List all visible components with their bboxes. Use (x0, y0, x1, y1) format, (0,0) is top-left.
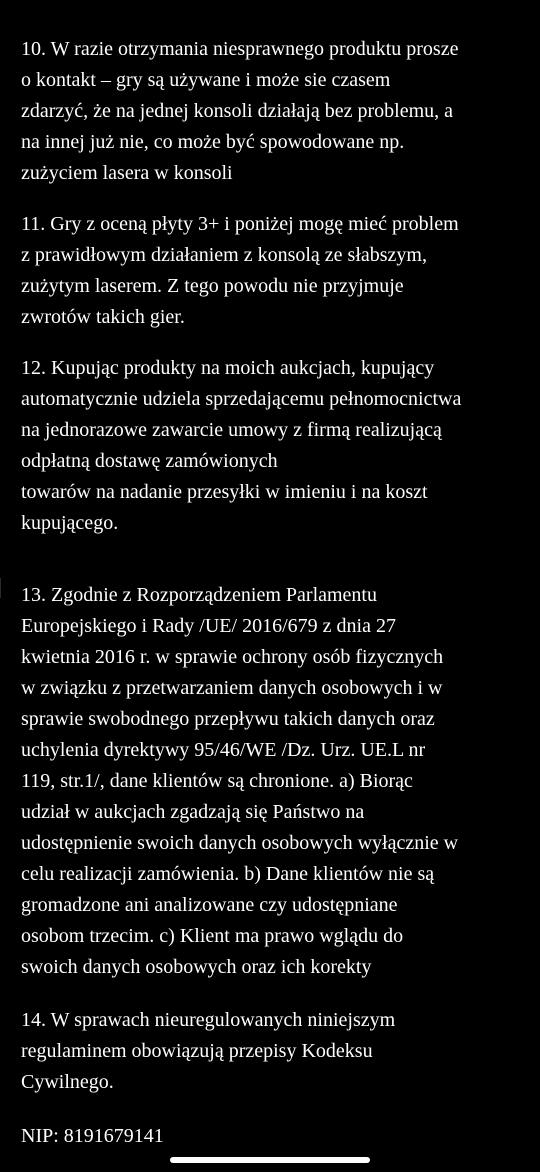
paragraph-line: udostępnienie swoich danych osobowych wyłącznie w (21, 832, 459, 854)
paragraph-line: zużyciem lasera w konsoli (21, 162, 233, 184)
paragraph-line: automatycznie udziela sprzedającemu pełnomocnictwa (21, 388, 462, 410)
paragraph-line: zużytym laserem. Z tego powodu nie przyjmuje (21, 275, 404, 297)
paragraph-line: 14. W sprawach nieuregulowanych niniejszym (21, 1009, 396, 1031)
paragraph-line: 10. W razie otrzymania niesprawnego produktu prosze (21, 38, 459, 60)
paragraph-line: 12. Kupując produkty na moich aukcjach, kupujący (21, 357, 435, 379)
paragraph-line: kupującego. (21, 512, 119, 534)
paragraph-14 (21, 1005, 531, 1098)
paragraph-line: 13. Zgodnie z Rozporządzeniem Parlamentu (21, 584, 377, 606)
paragraph-line: sprawie swobodnego przepływu takich danych oraz (21, 708, 435, 730)
paragraph-line: uchylenia dyrektywy 95/46/WE /Dz. Urz. UE.L nr (21, 739, 426, 761)
paragraph-line: w związku z przetwarzaniem danych osobowych i w (21, 677, 443, 699)
paragraph-line: z prawidłowym działaniem z konsolą ze słabszym, (21, 244, 427, 266)
paragraph-line: zwrotów takich gier. (21, 306, 185, 328)
paragraph-line: towarów na nadanie przesyłki w imieniu i na koszt (21, 481, 428, 503)
nip-number (21, 1121, 531, 1152)
paragraph-line: osobom trzecim. c) Klient ma prawo wglądu do (21, 925, 404, 947)
paragraph-line: 11. Gry z oceną płyty 3+ i poniżej mogę mieć problem (21, 213, 459, 235)
paragraph-line: na jednorazowe zawarcie umowy z firmą realizującą (21, 419, 442, 441)
paragraph-line: regulaminem obowiązują przepisy Kodeksu (21, 1040, 373, 1062)
paragraph-line: zdarzyć, że na jednej konsoli działają bez problemu, a (21, 100, 454, 122)
terms-document (21, 34, 531, 1172)
paragraph-line: o kontakt – gry są używane i może sie czasem (21, 69, 391, 91)
paragraph-11 (21, 209, 531, 333)
paragraph-line: 119, str.1/, dane klientów są chronione. a) Biorąc (21, 770, 413, 792)
paragraph-line: odpłatną dostawę zamówionych (21, 450, 278, 472)
paragraph-13 (21, 580, 531, 983)
paragraph-line: udział w aukcjach zgadzają się Państwo na (21, 801, 365, 823)
home-indicator[interactable] (170, 1157, 370, 1163)
paragraph-12 (21, 353, 531, 539)
paragraph-10 (21, 34, 531, 189)
paragraph-line: swoich danych osobowych oraz ich korekty (21, 956, 372, 978)
paragraph-line: celu realizacji zamówienia. b) Dane klientów nie są (21, 863, 435, 885)
paragraph-line: gromadzone ani analizowane czy udostępniane (21, 894, 398, 916)
nip-text: NIP: 8191679141 (21, 1125, 164, 1147)
paragraph-line: Cywilnego. (21, 1071, 114, 1093)
paragraph-line: Europejskiego i Rady /UE/ 2016/679 z dnia 27 (21, 615, 396, 637)
paragraph-line: kwietnia 2016 r. w sprawie ochrony osób fizycznych (21, 646, 444, 668)
edge-marker (0, 578, 1, 598)
paragraph-line: na innej już nie, co może być spowodowane np. (21, 131, 405, 153)
